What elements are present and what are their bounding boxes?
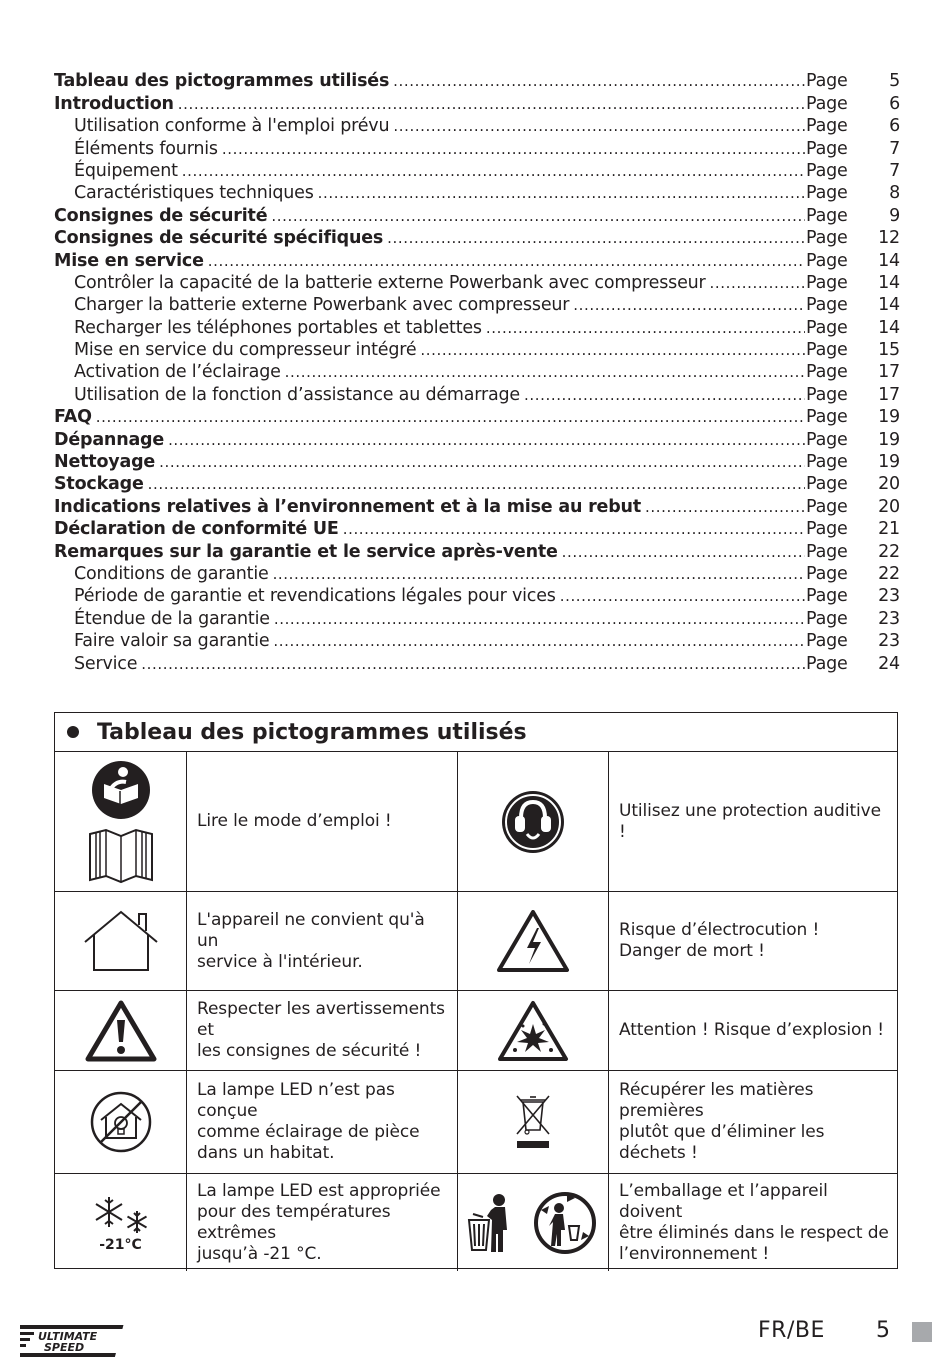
- toc-page-label: Page: [806, 250, 848, 271]
- toc-dot-leader: [96, 406, 805, 428]
- toc-page-label: Page: [806, 384, 848, 405]
- pictogram-row: [55, 892, 897, 991]
- toc-page-number: 5: [889, 71, 900, 92]
- toc-page-number: 19: [878, 407, 900, 428]
- toc-dot-leader: [273, 563, 805, 585]
- toc-page-number: 19: [878, 452, 900, 473]
- pictogram-table: [54, 712, 898, 1269]
- crossed-bin-icon: [458, 1071, 609, 1173]
- toc-dot-leader: [271, 205, 805, 227]
- toc-dot-leader: [645, 496, 805, 518]
- toc-entry-title: Équipement: [74, 160, 178, 181]
- toc-entry-title: Recharger les téléphones portables et tablettes: [74, 317, 482, 338]
- general-warning-icon: [55, 991, 187, 1070]
- toc-entry-title: Stockage: [54, 474, 144, 495]
- toc-page-number: 7: [889, 160, 900, 181]
- pictogram-row: [55, 991, 897, 1071]
- explosion-warning-icon: [458, 991, 609, 1070]
- toc-page-number: 17: [878, 362, 900, 383]
- toc-entry[interactable]: [54, 92, 900, 114]
- toc-page-number: 20: [878, 474, 900, 495]
- toc-page-label: Page: [806, 563, 848, 584]
- toc-entry[interactable]: [54, 540, 900, 562]
- toc-page-number: 15: [878, 340, 900, 361]
- indoor-use-house-icon: [55, 892, 187, 990]
- toc-entry-title: Éléments fournis: [74, 138, 218, 159]
- toc-dot-leader: [141, 653, 805, 675]
- toc-dot-leader: [274, 608, 805, 630]
- toc-entry[interactable]: [54, 428, 900, 450]
- toc-page-number: 23: [878, 608, 900, 629]
- toc-entry[interactable]: [54, 563, 900, 585]
- toc-dot-leader: [420, 339, 805, 361]
- toc-entry[interactable]: [54, 137, 900, 159]
- toc-entry[interactable]: [54, 473, 900, 495]
- toc-dot-leader: [222, 138, 805, 160]
- toc-entry[interactable]: [54, 249, 900, 271]
- toc-entry-title: Service: [74, 653, 138, 674]
- pictogram-description: Risque d’électrocution ! Danger de mort !: [619, 920, 820, 961]
- toc-page-number: 24: [878, 653, 900, 674]
- toc-page-number: 14: [878, 317, 900, 338]
- toc-page-label: Page: [806, 474, 848, 495]
- toc-entry[interactable]: [54, 70, 900, 92]
- toc-entry-title: Consignes de sécurité: [54, 205, 268, 226]
- brand-logo-text-1: ULTIMATE: [38, 1330, 98, 1343]
- footer-language: FR/BE: [758, 1318, 825, 1343]
- toc-entry-title: Étendue de la garantie: [74, 608, 270, 629]
- toc-page-label: Page: [806, 429, 848, 450]
- toc-page-label: Page: [806, 93, 848, 114]
- brand-logo-text-2: SPEED: [44, 1341, 85, 1354]
- toc-page-label: Page: [806, 228, 848, 249]
- toc-page-label: Page: [806, 205, 848, 226]
- toc-entry-title: Charger la batterie externe Powerbank avec compresseur: [74, 295, 570, 316]
- toc-entry[interactable]: [54, 227, 900, 249]
- toc-page-label: Page: [806, 519, 848, 540]
- toc-entry-title: Activation de l’éclairage: [74, 362, 281, 383]
- hearing-protection-icon: [458, 752, 609, 891]
- toc-page-label: Page: [806, 653, 848, 674]
- toc-entry[interactable]: [54, 451, 900, 473]
- toc-page-number: 6: [889, 93, 900, 114]
- toc-entry-title: Nettoyage: [54, 452, 156, 473]
- toc-page-number: 12: [878, 228, 900, 249]
- toc-entry-title: Dépannage: [54, 429, 165, 450]
- toc-page-number: 8: [889, 183, 900, 204]
- toc-dot-leader: [182, 160, 805, 182]
- toc-dot-leader: [560, 585, 805, 607]
- toc-entry[interactable]: [54, 272, 900, 294]
- toc-page-label: Page: [806, 183, 848, 204]
- toc-entry-title: Tableau des pictogrammes utilisés: [54, 71, 390, 92]
- toc-entry-title: Faire valoir sa garantie: [74, 631, 270, 652]
- footer-marker: [912, 1322, 932, 1342]
- toc-dot-leader: [168, 429, 805, 451]
- toc-page-label: Page: [806, 116, 848, 137]
- toc-dot-leader: [318, 182, 805, 204]
- toc-page-number: 19: [878, 429, 900, 450]
- footer-page-number: 5: [876, 1318, 890, 1343]
- toc-entry[interactable]: [54, 204, 900, 226]
- toc-page-label: Page: [806, 138, 848, 159]
- toc-entry[interactable]: [54, 115, 900, 137]
- electric-shock-warning-icon: [458, 892, 609, 990]
- pictogram-description: Respecter les avertissements et les consignes de sécurité !: [197, 999, 445, 1061]
- toc-page-label: Page: [806, 541, 848, 562]
- toc-page-number: 21: [878, 519, 900, 540]
- toc-page-number: 17: [878, 384, 900, 405]
- toc-page-label: Page: [806, 452, 848, 473]
- toc-page-number: 23: [878, 586, 900, 607]
- toc-dot-leader: [524, 384, 805, 406]
- toc-page-number: 22: [878, 541, 900, 562]
- read-manual-icon: [55, 752, 187, 891]
- toc-page-label: Page: [806, 317, 848, 338]
- pictogram-description: Attention ! Risque d’explosion !: [619, 1020, 885, 1040]
- toc-entry[interactable]: [54, 406, 900, 428]
- toc-entry-title: Utilisation conforme à l'emploi prévu: [74, 116, 390, 137]
- toc-entry-title: Indications relatives à l’environnement et à la mise au rebut: [54, 496, 641, 517]
- toc-page-label: Page: [806, 340, 848, 361]
- toc-page-label: Page: [806, 631, 848, 652]
- toc-entry[interactable]: [54, 518, 900, 540]
- toc-page-label: Page: [806, 71, 848, 92]
- pictogram-description: La lampe LED n’est pas conçue comme éclairage de pièce dans un habitat.: [197, 1080, 420, 1163]
- toc-page-number: 23: [878, 631, 900, 652]
- pictogram-description: Récupérer les matières premières plutôt que d’éliminer les déchets !: [619, 1080, 825, 1163]
- pictogram-row: [55, 1174, 897, 1271]
- toc-entry-title: Remarques sur la garantie et le service après-vente: [54, 541, 558, 562]
- toc-page-number: 6: [889, 116, 900, 137]
- toc-page-label: Page: [806, 272, 848, 293]
- toc-entry-title: Mise en service du compresseur intégré: [74, 340, 417, 361]
- toc-entry-title: Utilisation de la fonction d’assistance au démarrage: [74, 384, 520, 405]
- toc-entry[interactable]: [54, 182, 900, 204]
- toc-page-number: 14: [878, 295, 900, 316]
- toc-page-number: 7: [889, 138, 900, 159]
- toc-page-number: 14: [878, 250, 900, 271]
- pictogram-table-title: Tableau des pictogrammes utilisés: [97, 719, 527, 745]
- toc-entry[interactable]: [54, 339, 900, 361]
- toc-dot-leader: [148, 473, 805, 495]
- recycling-disposal-icon: [458, 1174, 609, 1271]
- toc-dot-leader: [393, 115, 805, 137]
- pictogram-description: Lire le mode d’emploi !: [197, 811, 392, 831]
- toc-entry-title: Période de garantie et revendications légales pour vices: [74, 586, 556, 607]
- pictogram-table-heading: [55, 713, 897, 752]
- toc-page-number: 22: [878, 563, 900, 584]
- toc-dot-leader: [486, 317, 805, 339]
- toc-page-number: 9: [889, 205, 900, 226]
- toc-page-label: Page: [806, 362, 848, 383]
- toc-entry[interactable]: [54, 294, 900, 316]
- toc-page-number: 14: [878, 272, 900, 293]
- no-room-lighting-icon: [55, 1071, 187, 1173]
- toc-dot-leader: [387, 227, 805, 249]
- toc-page-label: Page: [806, 496, 848, 517]
- toc-page-number: 20: [878, 496, 900, 517]
- pictogram-row: [55, 752, 897, 892]
- pictogram-description: Utilisez une protection auditive !: [619, 800, 881, 842]
- toc-entry-title: Déclaration de conformité UE: [54, 519, 339, 540]
- toc-dot-leader: [573, 294, 805, 316]
- toc-entry-title: Caractéristiques techniques: [74, 183, 314, 204]
- toc-dot-leader: [178, 93, 805, 115]
- pictogram-row: [55, 1071, 897, 1174]
- toc-entry[interactable]: [54, 630, 900, 652]
- brand-logo: [20, 1323, 126, 1359]
- pictogram-description: L’emballage et l’appareil doivent être éliminés dans le respect de l’environnement !: [619, 1180, 889, 1264]
- toc-entry[interactable]: [54, 383, 900, 405]
- toc-entry[interactable]: [54, 316, 900, 338]
- toc-entry[interactable]: [54, 585, 900, 607]
- toc-page-label: Page: [806, 586, 848, 607]
- toc-dot-leader: [208, 250, 805, 272]
- toc-dot-leader: [393, 70, 805, 92]
- toc-entry[interactable]: [54, 160, 900, 182]
- table-of-contents: [54, 70, 900, 675]
- toc-dot-leader: [285, 361, 805, 383]
- toc-page-label: Page: [806, 295, 848, 316]
- toc-dot-leader: [343, 518, 805, 540]
- toc-page-label: Page: [806, 407, 848, 428]
- toc-page-label: Page: [806, 160, 848, 181]
- toc-entry-title: Mise en service: [54, 250, 204, 271]
- toc-dot-leader: [159, 451, 805, 473]
- toc-entry[interactable]: [54, 495, 900, 517]
- pictogram-description: L'appareil ne convient qu'à un service à l'intérieur.: [197, 909, 425, 972]
- pictogram-description: La lampe LED est appropriée pour des températures extrêmes jusqu’à -21 °C.: [197, 1180, 441, 1264]
- toc-entry[interactable]: [54, 361, 900, 383]
- toc-dot-leader: [710, 272, 805, 294]
- temperature-label: -21°C: [99, 1236, 142, 1253]
- toc-entry[interactable]: [54, 607, 900, 629]
- toc-dot-leader: [562, 541, 805, 563]
- bullet-icon: [67, 726, 79, 738]
- toc-entry-title: Conditions de garantie: [74, 563, 269, 584]
- toc-entry-title: Consignes de sécurité spécifiques: [54, 228, 384, 249]
- toc-entry-title: Contrôler la capacité de la batterie externe Powerbank avec compresseur: [74, 272, 706, 293]
- toc-dot-leader: [273, 630, 805, 652]
- snowflake-temperature-icon: [55, 1174, 187, 1271]
- toc-entry-title: Introduction: [54, 93, 174, 114]
- toc-entry[interactable]: [54, 652, 900, 674]
- toc-entry-title: FAQ: [54, 407, 92, 428]
- toc-page-label: Page: [806, 608, 848, 629]
